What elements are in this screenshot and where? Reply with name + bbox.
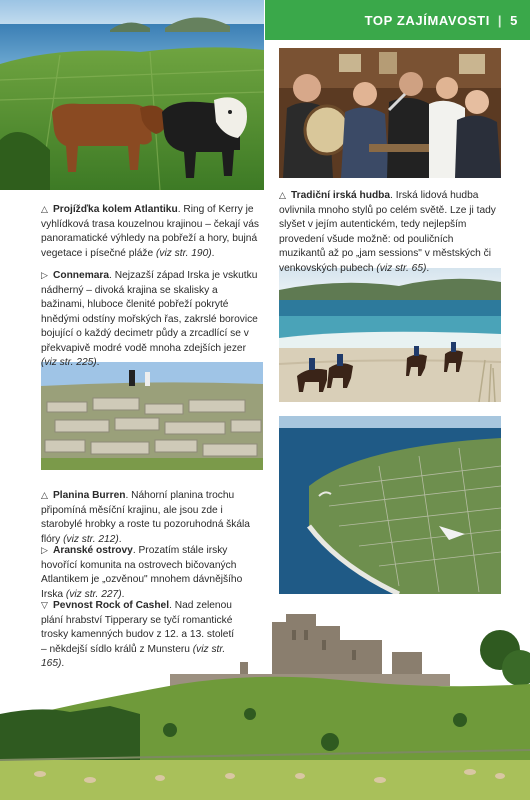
section-end: .	[211, 247, 215, 259]
page-number: 5	[510, 12, 518, 28]
section-body: . Nejzazší západ Irska je vskutku nádherný – divoká krajina se skalisky a bažinami, hluboce členité pobřeží pokryté hnědými odstíny mořských řas, zakrslé borovice bojující o každý decimetr půdy a zrcadlící se v překvapivě modré vodě mnoha zdejších jezer	[41, 270, 258, 354]
triangle-up-icon: △	[279, 190, 286, 200]
page-reference: (viz str. 212)	[63, 533, 119, 545]
burren-image	[41, 362, 263, 470]
section-end: .	[426, 262, 430, 274]
photo-irish-music	[279, 48, 501, 178]
section-title: Aranské ostrovy	[53, 545, 133, 556]
photo-connemara-beach	[279, 268, 501, 402]
triangle-down-icon: ▽	[41, 600, 48, 610]
page-reference: (viz str. 190)	[155, 247, 212, 259]
section-irish-music	[279, 188, 501, 276]
section-connemara	[41, 268, 263, 371]
section-title: Planina Burren	[53, 490, 126, 501]
section-body: . Irská lidová hudba ovlivnila mnoho stylů po celém světě. Lze ji tady slyšet v jejím autentickém, tedy nejlepším provedení všude možně: od pouličních muzikantů až po „jam sessions" v městských či venkovských pubech	[279, 190, 496, 274]
kerry-image	[0, 0, 264, 190]
connemara-image	[279, 268, 501, 402]
triangle-up-icon: △	[41, 204, 48, 214]
music-image	[279, 48, 501, 178]
photo-kerry-cows	[0, 0, 264, 190]
page-reference: (viz str. 225)	[41, 357, 97, 368]
section-body: . Ring of Kerry je vyhlídková trasa kouzelnou krajinou – čekají vás panoramatické výhledy na pobřeží a hory, bujná vegetace i písečné pláže	[41, 204, 260, 259]
section-burren	[41, 488, 263, 547]
section-aran-islands	[41, 543, 263, 602]
section-body: . Prozatím stále irsky hovořící komunita na ostrovech bičovaných Atlantikem je „ozvěnou" mnohem dávnějšího Irska	[41, 545, 243, 600]
section-header	[265, 0, 530, 40]
section-title: Tradiční irská hudba	[291, 190, 391, 201]
section-rock-of-cashel	[41, 598, 241, 672]
aran-image	[279, 416, 501, 594]
section-title: Connemara	[53, 270, 110, 281]
section-body: . Náhorní planina trochu připomíná měsíční krajinu, ale jsou zde i starobylé hrobky a roste tu pozoruhodná škála flóry	[41, 490, 250, 545]
page-reference: (viz str. 165)	[41, 643, 226, 669]
triangle-right-icon: ▷	[41, 545, 48, 555]
section-ring-of-kerry	[41, 202, 263, 261]
section-end: .	[121, 588, 125, 600]
section-end: .	[96, 357, 100, 368]
header-separator: |	[497, 12, 503, 28]
page-reference: (viz str. 227)	[65, 588, 122, 600]
triangle-up-icon: △	[41, 490, 48, 500]
section-end: .	[118, 533, 122, 545]
section-body: . Nad zelenou plání hrabství Tipperary se tyčí romantické trosky kamenných budov z 12. a 13. století – někdejší sídlo králů z Munsteru	[41, 600, 235, 655]
photo-burren	[41, 362, 263, 470]
section-title: Projížďka kolem Atlantiku	[53, 204, 178, 215]
section-end: .	[61, 658, 65, 669]
photo-aran-aerial	[279, 416, 501, 594]
triangle-right-icon: ▷	[41, 270, 48, 280]
section-title: Pevnost Rock of Cashel	[53, 600, 170, 611]
section-title: TOP ZAJÍMAVOSTI	[364, 12, 490, 28]
page-reference: (viz str. 65)	[376, 262, 427, 274]
